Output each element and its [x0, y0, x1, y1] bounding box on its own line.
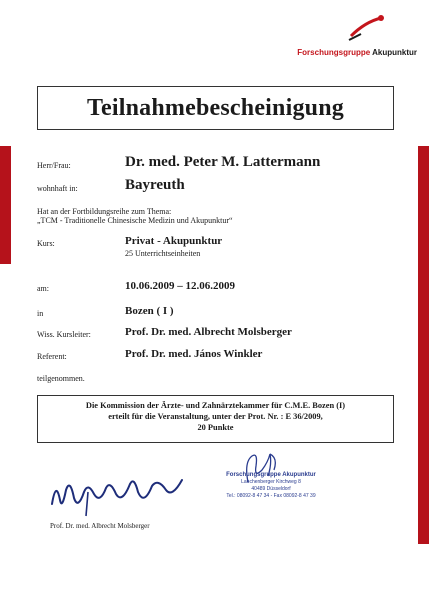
residence-value: Bayreuth: [125, 177, 185, 193]
date-label: am:: [37, 284, 49, 293]
place-value: Bozen ( I ): [125, 305, 174, 317]
logo: [257, 12, 417, 58]
name-label: Herr/Frau:: [37, 161, 71, 170]
date-value: 10.06.2009 – 12.06.2009: [125, 280, 235, 292]
page-title: Teilnahmebescheinigung: [87, 94, 344, 121]
commission-line-2: erteilt für die Veranstaltung, unter der Prot. Nr. : E 36/2009,: [108, 412, 323, 421]
logo-text: Forschungsgruppe Akupunktur: [297, 48, 417, 57]
stamp-text: Forschungsgruppe Akupunktur Lauchenberger Kirchweg 8 40489 Düsseldorf Tel.: 08092-8 47 34 - Fax 08092-8 47 39: [226, 472, 316, 499]
speaker-value: Prof. Dr. med. János Winkler: [125, 348, 263, 360]
place-label: in: [37, 309, 44, 318]
course-units: 25 Unterrichtseinheiten: [125, 249, 201, 258]
right-accent-bar: [418, 146, 429, 544]
topic-intro: Hat an der Fortbildungsreihe zum Thema:: [37, 207, 172, 216]
title-box: [37, 86, 394, 130]
commission-box: [37, 395, 394, 443]
topic-value: „TCM - Traditionelle Chinesische Medizin und Akupunktur“: [37, 216, 233, 225]
course-label: Kurs:: [37, 239, 55, 248]
commission-line-3: 20 Punkte: [197, 423, 234, 432]
name-value: Dr. med. Peter M. Lattermann: [125, 154, 321, 170]
leader-value: Prof. Dr. med. Albrecht Molsberger: [125, 326, 292, 338]
logo-mark-icon: [347, 12, 387, 44]
leader-label: Wiss. Kursleiter:: [37, 330, 91, 339]
participated-text: teilgenommen.: [37, 374, 85, 383]
institute-stamp: [216, 452, 326, 522]
speaker-label: Referent:: [37, 352, 67, 361]
course-value: Privat - Akupunktur: [125, 235, 223, 247]
residence-label: wohnhaft in:: [37, 184, 78, 193]
handwritten-signature: [48, 470, 188, 520]
left-accent-bar: [0, 146, 11, 264]
signature-caption: Prof. Dr. med. Albrecht Molsberger: [50, 522, 150, 530]
commission-line-1: Die Kommission der Ärzte- und Zahnärztekammer für C.M.E. Bozen (I): [85, 401, 346, 410]
